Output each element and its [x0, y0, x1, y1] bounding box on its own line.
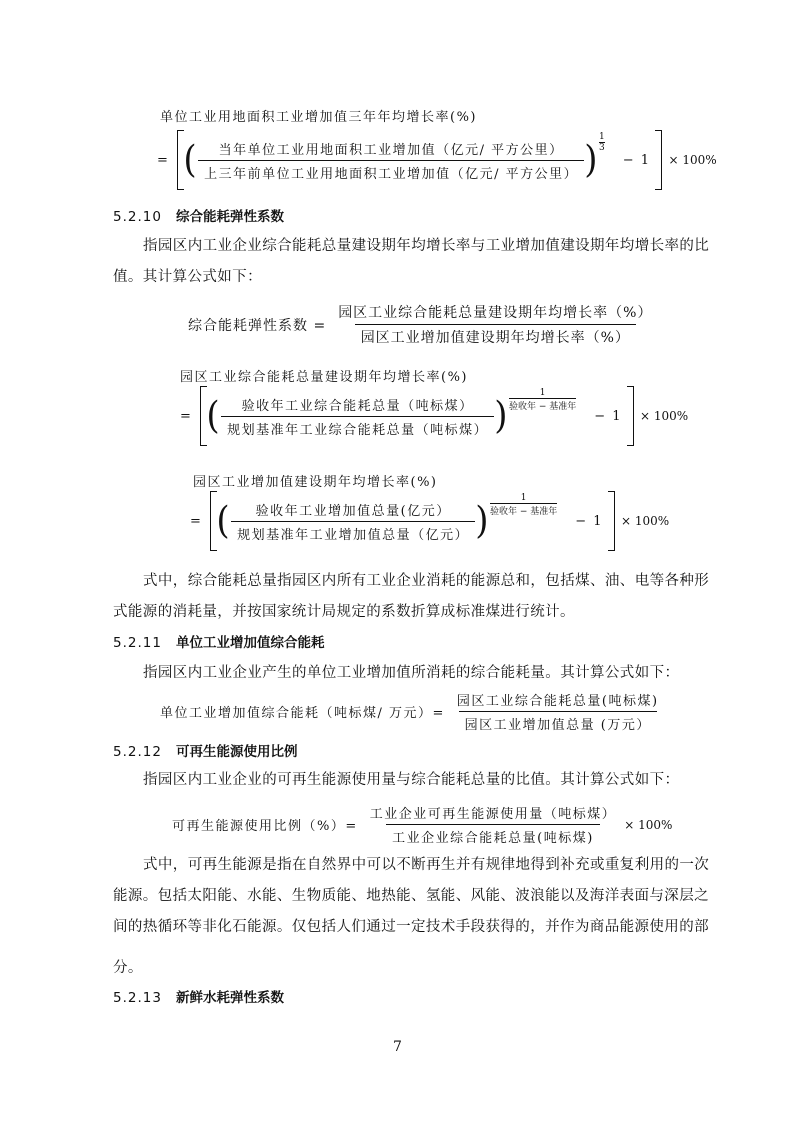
paragraph: 能源。包括太阳能、水能、生物质能、地热能、氢能、风能、波浪能以及海洋表面与深层之 — [113, 888, 709, 904]
formula-label-land-growth: 单位工业用地面积工业增加值三年年均增长率(%) — [160, 110, 477, 125]
paragraph: 式能源的消耗量，并按国家统计局规定的系数折算成标准煤进行统计。 — [113, 604, 575, 620]
formula-value-growth: = ( $\frac{\text{验收年工业增加值总量(亿元）}}{\text{规划基准年工业增加值总量（亿元）}}$ ) 1 验收年 − 基准年 − 1 × 100% — [190, 491, 669, 551]
section-heading-5-2-10: 5.2.10 综合能耗弹性系数 — [113, 209, 284, 225]
paragraph: 值。其计算公式如下： — [113, 269, 262, 285]
formula-label-energy-growth: 园区工业综合能耗总量建设期年均增长率(%) — [180, 370, 468, 385]
paragraph: 间的热循环等非化石能源。仅包括人们通过一定技术手段获得的，并作为商品能源使用的部 — [113, 919, 709, 935]
page-number: 7 — [393, 1039, 402, 1055]
formula-energy-per-value: 单位工业增加值综合能耗（吨标煤/ 万元）= $\frac{\text{园区工业综合能耗总量(吨标煤)}}{\text{园区工业增加值总量 (万元）}}$ — [160, 694, 659, 733]
paragraph: 指园区内工业企业的可再生能源使用量与综合能耗总量的比值。其计算公式如下： — [143, 772, 680, 788]
formula-land-growth: = ( $\frac{\text{当年单位工业用地面积工业增加值（亿元/ 平方公里）}}{\text{上三年前单位工业用地面积工业增加值（亿元/ 平方公里）}}$ ) 1 3 − 1 × 100% — [157, 130, 717, 190]
formula-renewable-ratio: 可再生能源使用比例（%）= $\frac{\text{工业企业可再生能源使用量（吨标煤）}}{\text{工业企业综合能耗总量(吨标煤)}}$ × 100% — [172, 807, 673, 846]
section-heading-5-2-13: 5.2.13 新鲜水耗弹性系数 — [113, 990, 284, 1006]
formula-elasticity-ratio: 综合能耗弹性系数 = $\frac{\text{园区工业综合能耗总量建设期年均增长率（\%）}}{\text{园区工业增加值建设期年均增长率（\%）}}$ — [188, 305, 653, 346]
paragraph: 式中，可再生能源是指在自然界中可以不断再生并有规律地得到补充或重复利用的一次 — [143, 857, 710, 873]
section-heading-5-2-11: 5.2.11 单位工业增加值综合能耗 — [113, 635, 325, 651]
paragraph: 指园区内工业企业综合能耗总量建设期年均增长率与工业增加值建设期年均增长率的比 — [143, 238, 710, 254]
section-heading-5-2-12: 5.2.12 可再生能源使用比例 — [113, 744, 298, 760]
paragraph: 分。 — [113, 960, 143, 976]
formula-energy-growth: = ( $\frac{\text{验收年工业综合能耗总量（吨标煤）}}{\text{规划基准年工业综合能耗总量（吨标煤）}}$ ) 1 验收年 − 基准年 − 1 × 100% — [180, 386, 688, 446]
paragraph: 式中，综合能耗总量指园区内所有工业企业消耗的能源总和，包括煤、油、电等各种形 — [143, 573, 710, 589]
paragraph: 指园区内工业企业产生的单位工业增加值所消耗的综合能耗量。其计算公式如下： — [143, 665, 680, 681]
formula-label-value-growth: 园区工业增加值建设期年均增长率(%) — [193, 475, 438, 490]
